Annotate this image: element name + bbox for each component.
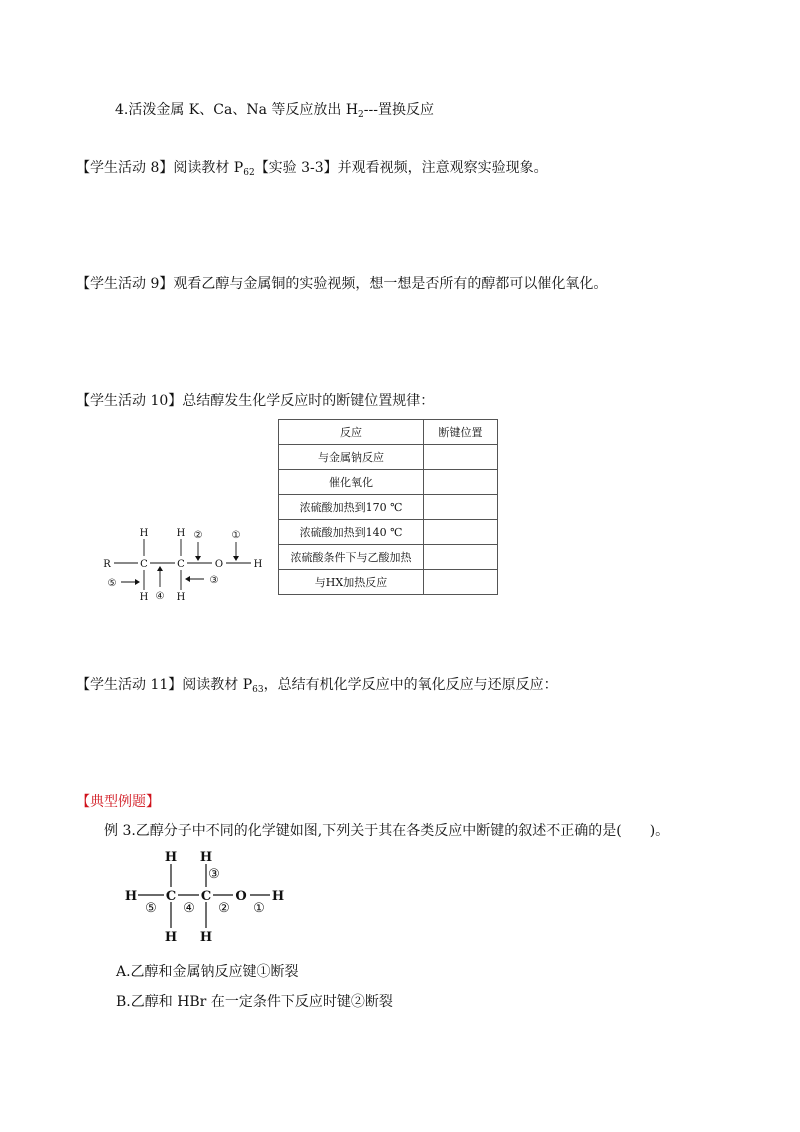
- arrow-head: [233, 556, 239, 561]
- bond-number-2: ②: [218, 901, 230, 916]
- table-cell-empty: [424, 470, 498, 495]
- bond-number-5: ⑤: [145, 901, 157, 916]
- atom-c-label: C: [140, 559, 148, 570]
- table-row: [279, 545, 498, 570]
- ethanol-bond-diagram-1: [95, 520, 280, 610]
- atom-h-label: H: [139, 592, 149, 603]
- bond-number-1: ①: [253, 901, 265, 916]
- example-question: 例 3.乙醇分子中不同的化学键如图,下列关于其在各类反应中断键的叙述不正确的是( )。: [104, 823, 670, 839]
- option-b: B.乙醇和 HBr 在一定条件下反应时键②断裂: [116, 994, 393, 1010]
- atom-h-label: H: [176, 528, 186, 539]
- atom-h-label: H: [164, 850, 178, 865]
- table-row: [279, 470, 498, 495]
- atom-c-label: C: [165, 889, 177, 904]
- table-cell: 与HX加热反应: [279, 570, 424, 595]
- activity-8: 【学生活动 8】阅读教材 $P_{62}$【实验 3-3】并观看视频，注意观察实验现象。: [76, 160, 548, 178]
- bond-break-table: [278, 419, 498, 595]
- activity-11: 【学生活动 11】阅读教材 $P_{63}$，总结有机化学反应中的氧化反应与还原反应：: [76, 677, 558, 695]
- table-header-row: [279, 420, 498, 445]
- bond-number-4: ④: [183, 901, 195, 916]
- atom-h-label: H: [271, 889, 285, 904]
- table-header: 断键位置: [424, 420, 498, 445]
- atom-h-label: H: [199, 850, 213, 865]
- bond-number-5: ⑤: [107, 578, 117, 589]
- arrow-head: [185, 576, 190, 582]
- table-cell: 浓硫酸加热到140 ℃: [279, 520, 424, 545]
- atom-h-label: H: [253, 559, 263, 570]
- table-cell-empty: [424, 445, 498, 470]
- bond-number-1: ①: [231, 530, 241, 541]
- section-heading: 【典型例题】: [76, 794, 160, 810]
- atom-h-label: H: [199, 930, 213, 945]
- table-row: [279, 495, 498, 520]
- ethanol-bond-diagram-2: [120, 843, 295, 946]
- atom-o-label: O: [235, 889, 247, 904]
- atom-c-label: C: [177, 559, 185, 570]
- atom-h-label: H: [176, 592, 186, 603]
- atom-h-label: H: [164, 930, 178, 945]
- bond-number-2: ②: [193, 530, 203, 541]
- table-cell: 浓硫酸条件下与乙酸加热: [279, 545, 424, 570]
- r-group-label: R: [103, 559, 111, 570]
- activity-10: 【学生活动 10】总结醇发生化学反应时的断键位置规律：: [76, 393, 435, 409]
- option-a: A.乙醇和金属钠反应键①断裂: [116, 964, 299, 980]
- statement-4: 4.活泼金属 K、Ca、Na 等反应放出 $H_2---$置换反应: [115, 102, 434, 120]
- bond-number-4: ④: [155, 591, 165, 602]
- arrow-head: [157, 566, 163, 571]
- table-cell-empty: [424, 570, 498, 595]
- atom-h-label: H: [124, 889, 138, 904]
- bond-number-3: ③: [208, 867, 220, 882]
- table-row: [279, 445, 498, 470]
- table-cell-empty: [424, 520, 498, 545]
- bond-number-3: ③: [209, 575, 219, 586]
- table-header: 反应: [279, 420, 424, 445]
- atom-c-label: C: [200, 889, 212, 904]
- atom-h-label: H: [139, 528, 149, 539]
- table-cell-empty: [424, 495, 498, 520]
- arrow-head: [135, 579, 140, 585]
- table-cell-empty: [424, 545, 498, 570]
- table-row: [279, 570, 498, 595]
- table-cell: 催化氧化: [279, 470, 424, 495]
- activity-9: 【学生活动 9】观看乙醇与金属铜的实验视频，想一想是否所有的醇都可以催化氧化。: [76, 276, 608, 292]
- arrow-head: [195, 556, 201, 561]
- table-cell: 浓硫酸加热到170 ℃: [279, 495, 424, 520]
- table-row: [279, 520, 498, 545]
- atom-o-label: O: [214, 559, 224, 570]
- table-cell: 与金属钠反应: [279, 445, 424, 470]
